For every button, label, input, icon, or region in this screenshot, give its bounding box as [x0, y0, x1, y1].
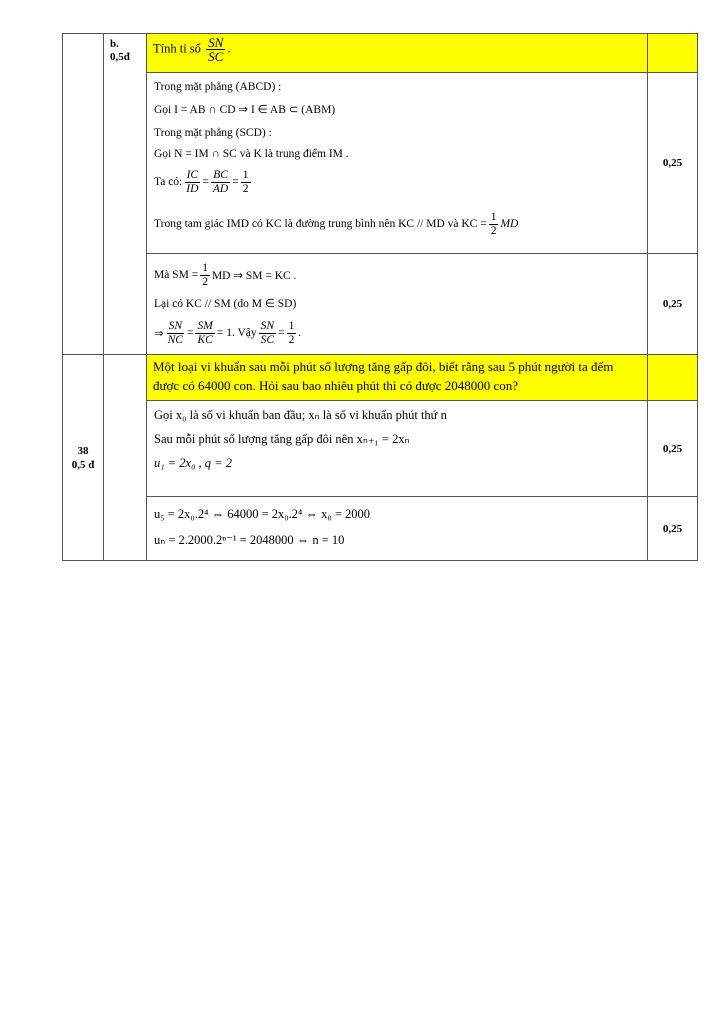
text: = 1. Vậy [216, 327, 257, 339]
question-text: Một loại vi khuẩn sau mỗi phút số lượng tăng gấp đôi, biết rằng sau 5 phút người ta đếm được có 64000 con. Hỏi sau bao nhiêu phút thì có được 2048000 con? [147, 355, 648, 401]
step-line [154, 257, 647, 293]
score-cell-empty [648, 355, 698, 401]
fraction: $\frac{IC}{ID}$ [186, 168, 199, 195]
step-line: u₁ = 2x₀ , q = 2 [154, 456, 232, 470]
part-b-step2 [147, 254, 648, 355]
question-number: 38 [77, 444, 89, 457]
q38-step1 [147, 401, 648, 497]
title-suffix: . [227, 40, 231, 56]
step-line: Sau mỗi phút số lượng tăng gấp đôi nên xₙ₊₁ = 2xₙ [154, 432, 410, 446]
score: 0,25 [648, 401, 698, 497]
conclusion-line: ⇒ $\frac{SN}{NC}$ = $\frac{SM}{KC}$ = 1. Vậy $\frac{SN}{SC}$ = $\frac{1}{2}$ . [154, 319, 302, 346]
step-line: Trong mặt phẳng (SCD) : [154, 127, 272, 139]
score: 0,25 [648, 497, 698, 561]
part-label: b. [110, 38, 119, 50]
fraction: $\frac{1}{2}$ [288, 319, 295, 346]
step-line: u₅ = 2x₀.2⁴ ⇔ 64000 = 2x₀.2⁴ ⇔ x₀ = 2000 [154, 507, 371, 521]
question-points: 0,5 đ [71, 458, 95, 471]
frac-num: SN [208, 35, 224, 50]
text: ⇒ [154, 328, 164, 340]
step-line: uₙ = 2.2000.2ⁿ⁻¹ = 2048000 ⇔ n = 10 [154, 533, 345, 547]
fraction: $\frac{1}{2}$ [202, 261, 208, 288]
frac-den: SC [208, 49, 224, 64]
text: Ta có: [154, 176, 183, 188]
part-points: 0,5đ [110, 51, 130, 63]
title-prefix: Tính tỉ số [153, 41, 201, 56]
text: MD ⇒ SM = KC . [211, 270, 297, 282]
step-line: Trong mặt phẳng (ABCD) : [154, 81, 282, 93]
text: MD [500, 218, 519, 230]
question-cell-empty [63, 34, 104, 355]
part-b-step1 [147, 73, 648, 254]
step-line: Gọi x₀ là số vi khuẩn ban đầu; xₙ là số vi khuẩn phút thứ n [154, 408, 447, 422]
part-b-label-cell [104, 34, 147, 355]
fraction: $\frac{SM}{KC}$ [197, 319, 213, 346]
part-b-title [147, 34, 648, 73]
q38-step2 [147, 497, 648, 561]
score: 0,25 [648, 73, 698, 254]
step-line: Gọi N = IM ∩ SC và K là trung điểm IM . [154, 148, 349, 160]
fraction: $\frac{1}{2}$ [490, 210, 497, 237]
text: Mà SM = [154, 269, 199, 281]
step-line: Gọi I = AB ∩ CD ⇒ I ∈ AB ⊂ (ABM) [154, 104, 336, 116]
midline-line [154, 200, 647, 248]
text: . [298, 327, 302, 339]
answer-table [62, 33, 698, 561]
fraction: $\frac{BC}{AD}$ [212, 168, 229, 195]
fraction: $\frac{SN}{SC}$ [260, 319, 275, 346]
question-number-cell [63, 355, 104, 561]
ratio-sn-sc [206, 36, 225, 63]
step-line: Lại có KC // SM (do M ∈ SD) [154, 298, 297, 310]
text: Trong tam giác IMD có KC là đường trung bình nên KC // MD và KC = [154, 218, 487, 230]
ratio-line: Ta có: $\frac{IC}{ID}$ = $\frac{BC}{AD}$ = $\frac{1}{2}$ [154, 168, 249, 195]
part-cell-empty [104, 355, 147, 561]
score: 0,25 [648, 254, 698, 355]
fraction: $\frac{1}{2}$ [242, 168, 249, 195]
fraction: $\frac{SN}{NC}$ [167, 319, 183, 346]
score-cell-empty [648, 34, 698, 73]
